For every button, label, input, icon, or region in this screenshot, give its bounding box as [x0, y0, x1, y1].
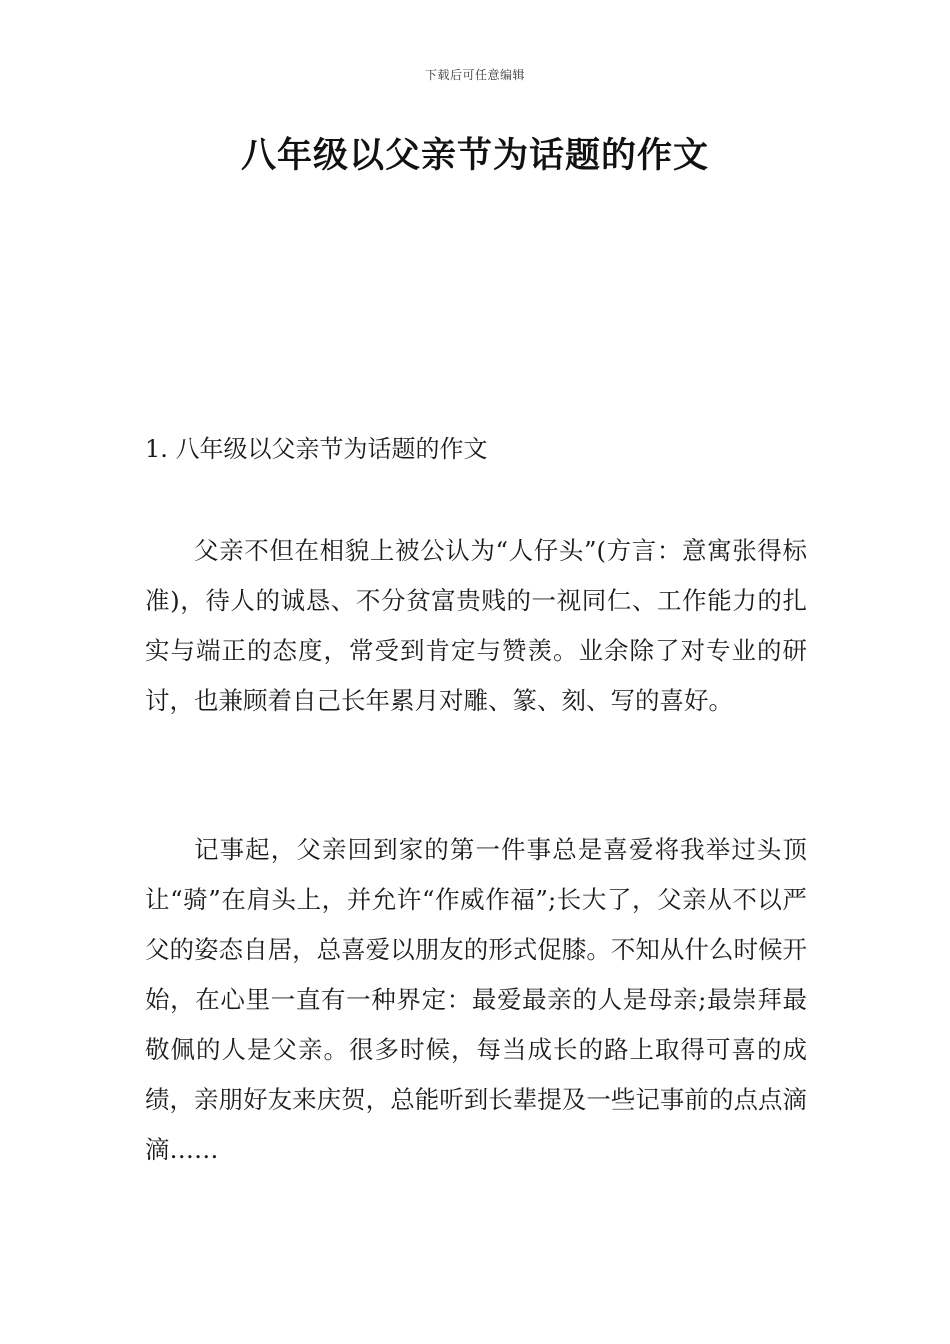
paragraph-1: 父亲不但在相貌上被公认为“人仔头”(方言：意寓张得标准)，待人的诚恳、不分贫富贵贱的一视同仁、工作能力的扎实与端正的态度，常受到肯定与赞羡。业余除了对专业的研讨，也兼顾着自己长年累月对雕、篆、刻、写的喜好。: [145, 536, 807, 715]
document-title: 八年级以父亲节为话题的作文: [240, 136, 709, 176]
paragraph-2: 记事起，父亲回到家的第一件事总是喜爱将我举过头顶让“骑”在肩头上，并允许“作威作福”;长大了，父亲从不以严父的姿态自居，总喜爱以朋友的形式促膝。不知从什么时候开始，在心里一直有一种界定：最爱最亲的人是母亲;最崇拜最敬佩的人是父亲。很多时候，每当成长的路上取得可喜的成绩，亲朋好友来庆贺，总能听到长辈提及一些记事前的点点滴滴……: [145, 835, 807, 1164]
header-note: 下载后可任意编辑: [424, 68, 525, 82]
section-heading: 1. 八年级以父亲节为话题的作文: [145, 435, 488, 463]
